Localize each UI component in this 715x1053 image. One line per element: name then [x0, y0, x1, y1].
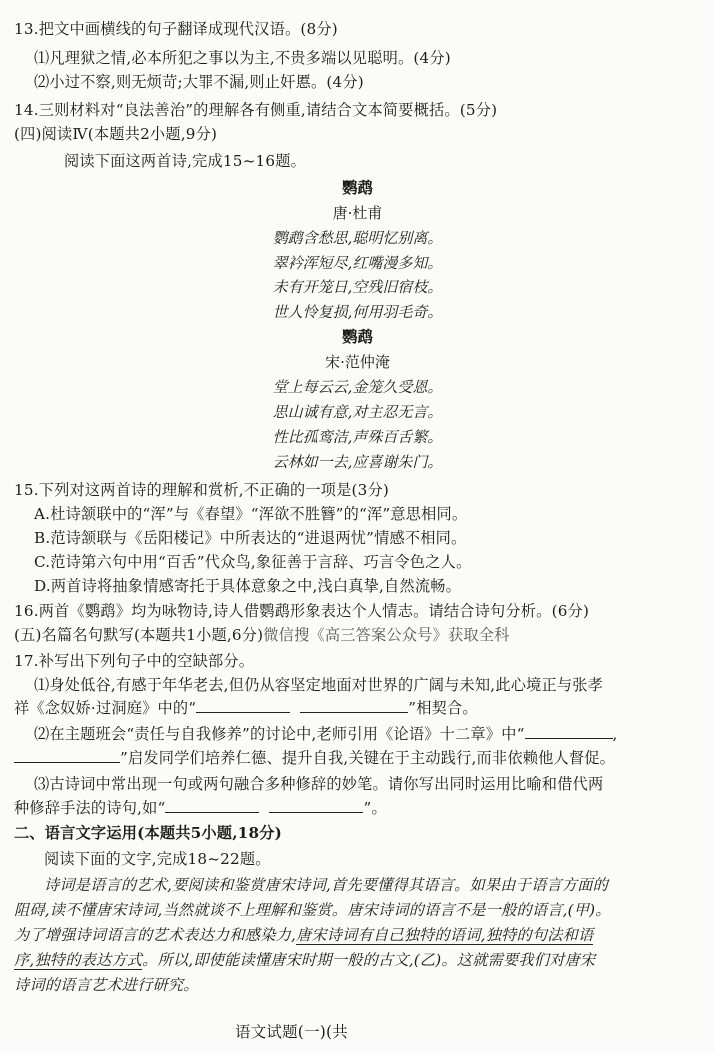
q17-part1-suffix: ”相契合。: [408, 699, 478, 717]
passage-line: 诗词是语言的艺术,要阅读和鉴赏唐宋诗词,首先要懂得其语言。如果由于语言方面的: [44, 876, 609, 894]
passage-line: 阻碍,读不懂唐宋诗词,当然就谈不上理解和鉴赏。唐宋诗词的语言不是一般的语言,(甲)。: [14, 901, 611, 919]
answer-blank[interactable]: [269, 798, 363, 813]
q17-part2-suffix: ”启发同学们培养仁德、提升自我,关键在于主动践行,而非依赖他人督促。: [120, 749, 616, 767]
q17-stem: 17.补写出下列句子中的空缺部分。: [14, 652, 255, 670]
section4-intro: 阅读下面这两首诗,完成15~16题。: [64, 152, 307, 170]
q17-part2-line1: [34, 724, 618, 744]
passage-underlined-text: 唐宋诗词有自己独特的语词,独特的句法和语: [296, 926, 594, 944]
q15-option-d: D.两首诗将抽象情感寄托于具体意象之中,浅白真挚,自然流畅。: [34, 577, 461, 595]
poem1-author: 唐·杜甫: [332, 204, 383, 222]
section5-heading: (五)名篇名句默写(本题共1小题,6分): [14, 626, 264, 644]
poem1-line: 鹦鹉含愁思,聪明忆别离。: [272, 229, 443, 247]
poem2-line: 云林如一去,应喜谢朱门。: [272, 453, 443, 471]
q17-part1-line1: ⑴身处低谷,有感于年华老去,但仍从容坚定地面对世界的广阔与未知,此心境正与张孝: [34, 676, 604, 694]
passage-text: 。所以,即使能读懂唐宋时期一般的古文,(乙)。这就需要我们对唐宋: [142, 951, 596, 969]
q17-part3-prefix: 种修辞手法的诗句,如“: [14, 799, 166, 817]
q15-stem: 15.下列对这两首诗的理解和赏析,不正确的一项是(3分): [14, 481, 390, 499]
passage-line: 诗词的语言艺术进行研究。: [14, 976, 199, 994]
answer-blank[interactable]: [300, 698, 408, 713]
answer-blank[interactable]: [14, 748, 120, 763]
answer-blank[interactable]: [165, 798, 259, 813]
poem2-title: 鹦鹉: [341, 327, 373, 346]
poem1-line: 翠衿浑短尽,红嘴漫多知。: [272, 254, 443, 272]
q17-part1-line2: [14, 698, 478, 718]
comma: ,: [612, 725, 618, 743]
poem2-author: 宋·范仲淹: [325, 353, 390, 371]
q17-part3-suffix: ”。: [363, 799, 387, 817]
q15-option-a: A.杜诗颔联中的“浑”与《春望》“浑欲不胜簪”的“浑”意思相同。: [34, 505, 468, 523]
q17-part2-line2: [14, 748, 615, 768]
poem1-line: 世人怜复损,何用羽毛奇。: [272, 303, 443, 321]
passage-line-underlined: [14, 925, 593, 945]
passage-line-underlined: [14, 950, 595, 970]
q17-part2-prefix: ⑵在主题班会“责任与自我修养”的讨论中,老师引用《论语》十二章》中“: [34, 725, 525, 743]
poem2-line: 性比孤鸾洁,声殊百舌繁。: [272, 428, 443, 446]
part2-heading: 二、语言文字运用(本题共5小题,18分): [14, 824, 282, 842]
q17-part3-line2: [14, 798, 387, 818]
q15-option-c: C.范诗第六句中用“百舌”代众鸟,象征善于言辞、巧言令色之人。: [34, 553, 472, 571]
poem1-line: 未有开笼日,空残旧宿枝。: [272, 278, 443, 296]
passage-underlined-text: 序,独特的表达方式: [14, 951, 143, 969]
part2-intro: 阅读下面的文字,完成18~22题。: [44, 850, 271, 868]
poem2-line: 堂上每云云,金笼久受恩。: [272, 378, 443, 396]
q15-option-b: B.范诗颔联与《岳阳楼记》中所表达的“进退两忧”情感不相同。: [34, 529, 467, 547]
poem1-title: 鹦鹉: [341, 178, 373, 197]
q16-stem: 16.两首《鹦鹉》均为咏物诗,诗人借鹦鹉形象表达个人情志。请结合诗句分析。(6分): [14, 602, 590, 620]
footer-blur: [396, 1024, 516, 1050]
passage-text: 为了增强诗词语言的艺术表达力和感染力,: [14, 926, 297, 944]
q14-stem: 14.三则材料对“良法善治”的理解各有侧重,请结合文本简要概括。(5分): [14, 101, 498, 119]
q17-part3-line1: ⑶古诗词中常出现一句或两句融合多种修辞的妙笔。请你写出同时运用比喻和借代两: [34, 775, 604, 793]
section5-heading-line: [14, 625, 510, 645]
q13-stem: 13.把文中画横线的句子翻译成现代汉语。(8分): [14, 20, 338, 38]
q13-sentence-1: ⑴凡理狱之情,必本所犯之事以为主,不贵多端以见聪明。(4分): [34, 49, 451, 67]
poem2-line: 思山诚有意,对主忍无言。: [272, 403, 443, 421]
q13-sentence-2: ⑵小过不察,则无烦苛;大罪不漏,则止奸慝。(4分): [34, 73, 364, 91]
page-footer: 语文试题(一)(共: [235, 1023, 348, 1041]
q17-part1-prefix: 祥《念奴娇·过洞庭》中的“: [14, 699, 197, 717]
answer-blank[interactable]: [525, 724, 613, 739]
watermark-text: 微信搜《高三答案公众号》获取全科: [263, 626, 510, 644]
section4-heading: (四)阅读Ⅳ(本题共2小题,9分): [14, 125, 218, 143]
answer-blank[interactable]: [196, 698, 290, 713]
